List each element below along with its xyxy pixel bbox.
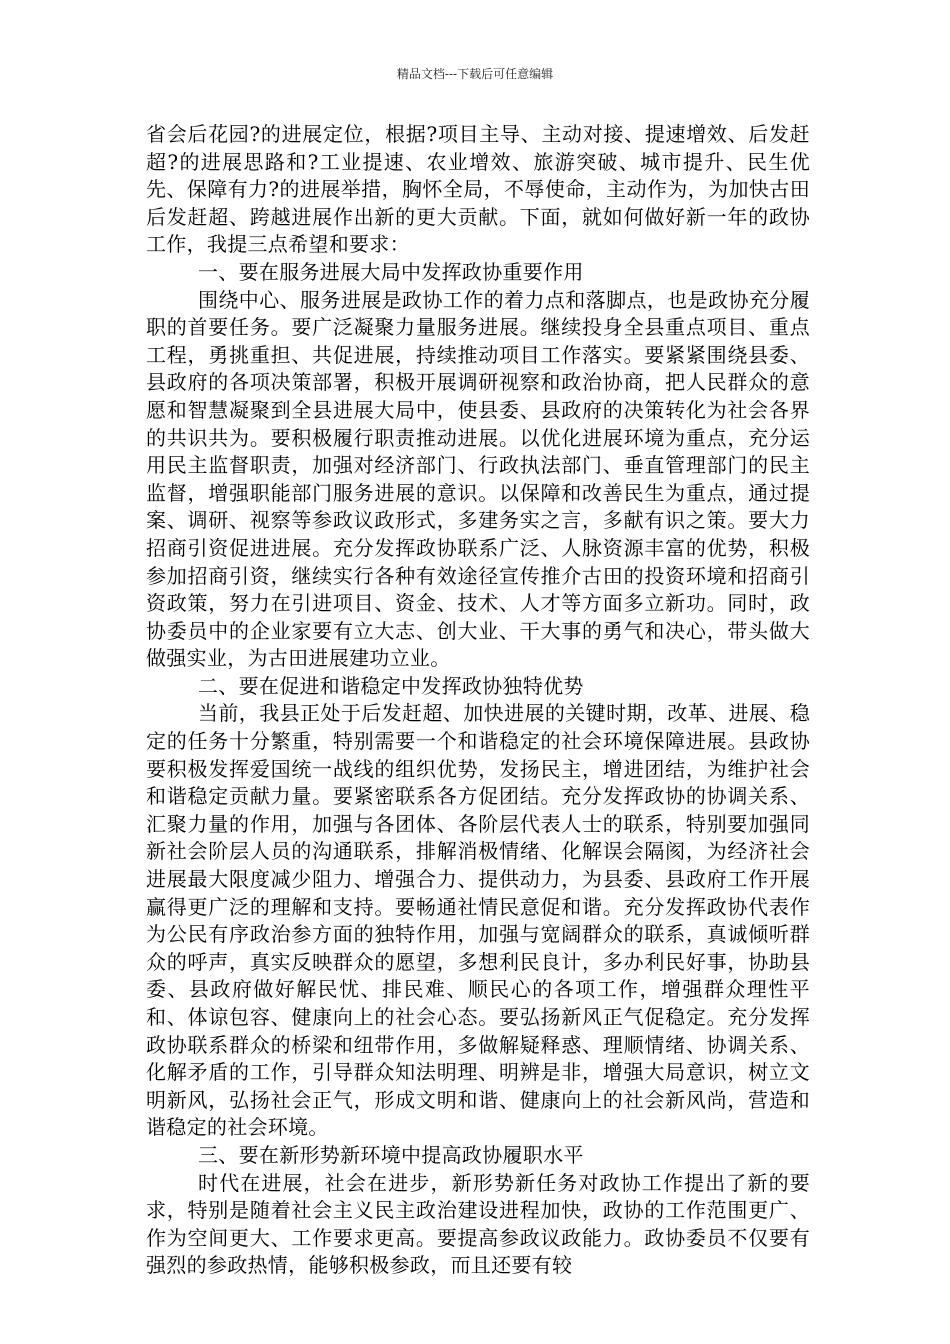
section-heading-3: 三、要在新形势新环境中提高政协履职水平 [198,1142,584,1167]
section-heading-1: 一、要在服务进展大局中发挥政协重要作用 [198,259,584,284]
section-paragraph-3: 时代在进展，社会在进步，新形势新任务对政协工作提出了新的要求，特别是随着社会主义民主政治建设进程加快，政协的工作范围更广、作为空间更大、工作要求更高。要提高参政议政能力。政协委员不仅要有强烈的参政热情，能够积极参政，而且还要有较 [146,1170,810,1278]
section-paragraph-1: 围绕中心、服务进展是政协工作的着力点和落脚点，也是政协充分履职的首要任务。要广泛凝聚力量服务进展。继续投身全县重点项目、重点工程，勇挑重担、共促进展，持续推动项目工作落实。要紧紧围绕县委、县政府的各项决策部署，积极开展调研视察和政治协商，把人民群众的意愿和智慧凝聚到全县进展大局中，使县委、县政府的决策转化为社会各界的共识共为。要积极履行职责推动进展。以优化进展环境为重点，充分运用民主监督职责，加强对经济部门、行政执法部门、垂直管理部门的民主监督，增强职能部门服务进展的意识。以保障和改善民生为重点，通过提案、调研、视察等参政议政形式，多建务实之言，多献有识之策。要大力招商引资促进进展。充分发挥政协联系广泛、人脉资源丰富的优势，积极参加招商引资，继续实行各种有效途径宣传推介古田的投资环境和招商引资政策，努力在引进项目、资金、技术、人才等方面多立新功。同时，政协委员中的企业家要有立大志、创大业、干大事的勇气和决心，带头做大做强实业，为古田进展建功立业。 [146,287,810,671]
page-header: 精品文档---下载后可任意编辑 [396,67,554,81]
section-heading-2: 二、要在促进和谐稳定中发挥政协独特优势 [198,673,584,698]
section-paragraph-2: 当前，我县正处于后发赶超、加快进展的关键时期，改革、进展、稳定的任务十分繁重，特别需要一个和谐稳定的社会环境保障进展。县政协要积极发挥爱国统一战线的组织优势，发扬民主，增进团结，为维护社会和谐稳定贡献力量。要紧密联系各方促团结。充分发挥政协的协调关系、汇聚力量的作用，加强与各团体、各阶层代表人士的联系，特别要加强同新社会阶层人员的沟通联系，排解消极情绪、化解误会隔阂，为经济社会进展最大限度减少阻力、增强合力、提供动力，为县委、县政府工作开展赢得更广泛的理解和支持。要畅通社情民意促和谐。充分发挥政协代表作为公民有序政治参方面的独特作用，加强与宽阔群众的联系，真诚倾听群众的呼声，真实反映群众的愿望，多想利民良计，多办利民好事，协助县委、县政府做好解民忧、排民难、顺民心的各项工作，增强群众理性平和、体谅包容、健康向上的社会心态。要弘扬新风正气促稳定。充分发挥政协联系群众的桥梁和纽带作用，多做解疑释惑、理顺情绪、协调关系、化解矛盾的工作，引导群众知法明理、明辨是非，增强大局意识，树立文明新风，弘扬社会正气，形成文明和谐、健康向上的社会新风尚，营造和谐稳定的社会环境。 [146,701,810,1140]
intro-paragraph: 省会后花园?的进展定位，根据?项目主导、主动对接、提速增效、后发赶超?的进展思路和?工业提速、农业增效、旅游突破、城市提升、民生优先、保障有力?的进展举措，胸怀全局，不辱使命，主动作为，为加快古田后发赶超、跨越进展作出新的更大贡献。下面，就如何做好新一年的政协工作，我提三点希望和要求： [146,122,810,257]
document-body [146,121,810,1280]
